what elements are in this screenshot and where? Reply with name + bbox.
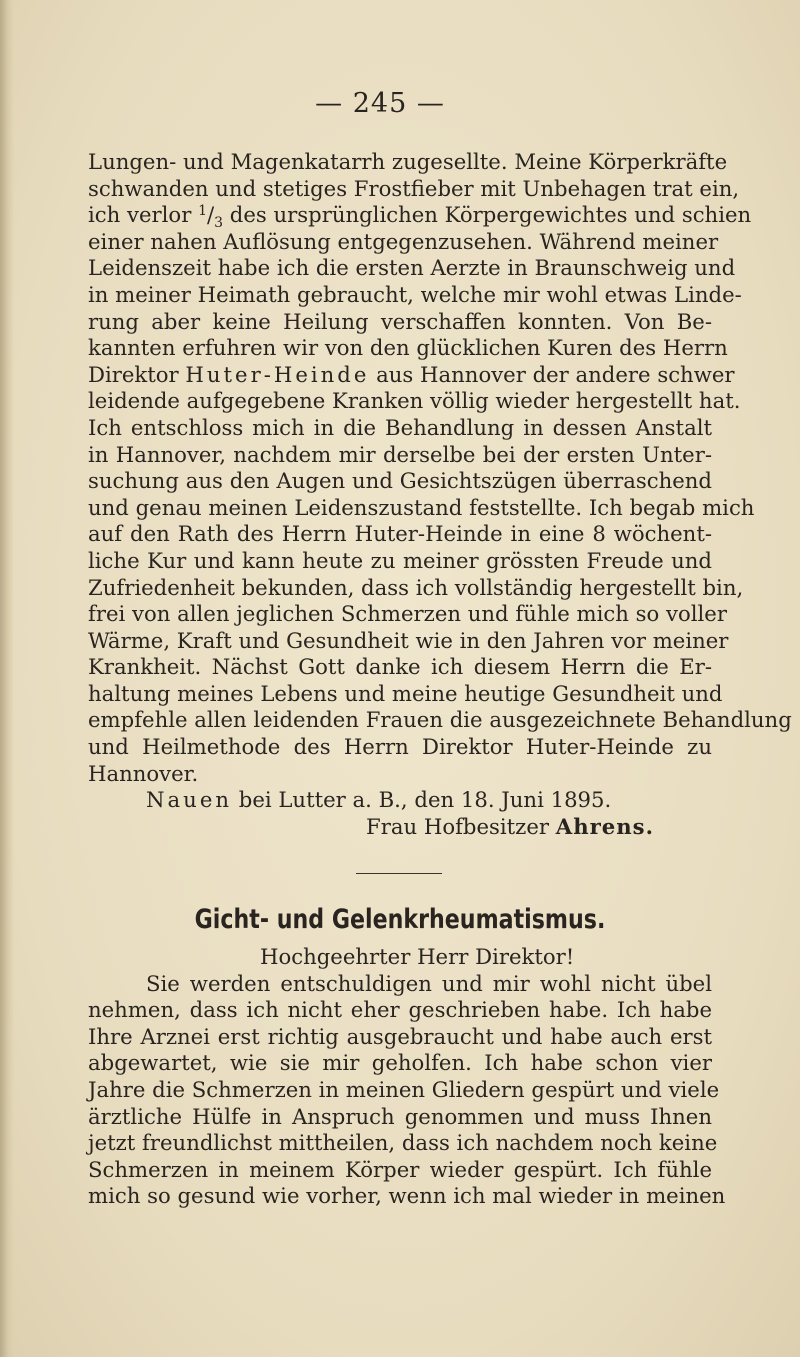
- text-line: haltung meines Lebens und meine heutige Gesundheit und: [88, 680, 723, 706]
- text-line: leidende aufgegebene Kranken völlig wieder hergestellt hat.: [88, 388, 741, 414]
- fraction-denominator: 3: [214, 215, 224, 232]
- text-line: Jahre die Schmerzen in meinen Gliedern gespürt und viele: [88, 1076, 720, 1102]
- section-divider: [356, 873, 442, 874]
- page-number: — 245 —: [315, 88, 445, 119]
- spine-shadow: [0, 0, 14, 1357]
- text-line: Schmerzen in meinem Körper wieder gespürt. Ich fühle: [88, 1156, 712, 1182]
- place-date: bei Lutter a. B., den 18. Juni 1895.: [232, 787, 612, 813]
- text-line: Lungen- und Magenkatarrh zugesellte. Meine Körperkräfte: [88, 149, 728, 174]
- text-line: frei von allen jeglichen Schmerzen und fühle mich so voller: [88, 601, 727, 627]
- salutation: Hochgeehrter Herr Direktor!: [260, 944, 575, 969]
- text-line: abgewartet, wie sie mir geholfen. Ich habe schon vier: [88, 1050, 712, 1076]
- text-line: Sie werden entschuldigen und mir wohl nicht übel: [146, 970, 712, 996]
- text-line: schwanden und stetiges Frostfieber mit Unbehagen trat ein,: [88, 175, 740, 201]
- text-line-fraction: ich verlor $^1/_3$ des ursprünglichen Körpergewichtes und schien: [88, 202, 752, 232]
- text-line: mich so gesund wie vorher, wenn ich mal wieder in meinen: [88, 1183, 726, 1209]
- spaced-name: Huter-Heinde: [185, 361, 370, 387]
- text-line-spaced-name: Direktor Huter-Heinde aus Hannover der andere schwer: [88, 361, 735, 387]
- text-line: empfehle allen leidenden Frauen die ausgezeichnete Behandlung: [88, 707, 792, 733]
- signer-surname: Ahrens.: [555, 813, 654, 839]
- text-line: jetzt freundlichst mittheilen, dass ich nachdem noch keine: [88, 1130, 718, 1156]
- signature-place-date: [88, 787, 712, 814]
- fraction-numerator: 1: [198, 203, 207, 220]
- text-line: einer nahen Auflösung entgegenzusehen. Während meiner: [88, 228, 719, 254]
- letter-text: [88, 944, 726, 1210]
- text-line: auf den Rath des Herrn Huter-Heinde in eine 8 wöchent-: [88, 521, 712, 547]
- section-heading: Gicht- und Gelenkrheumatismus.: [194, 904, 606, 935]
- testimonial-text: [88, 149, 792, 840]
- text-line: ärztliche Hülfe in Anspruch genommen und muss Ihnen: [88, 1103, 712, 1129]
- signer-title: Frau Hofbesitzer: [366, 813, 556, 839]
- text-line: rung aber keine Heilung verschaffen konnten. Von Be-: [88, 308, 712, 334]
- text-line: in Hannover, nachdem mir derselbe bei der ersten Unter-: [88, 441, 712, 467]
- text-line: und genau meinen Leidenszustand feststellte. Ich begab mich: [88, 494, 755, 520]
- text-line: suchung aus den Augen und Gesichtszügen überraschend: [88, 468, 712, 494]
- text-line: Ich entschloss mich in die Behandlung in dessen Anstalt: [88, 414, 712, 440]
- text-line: kannten erfuhren wir von den glücklichen Kuren des Herrn: [88, 335, 728, 361]
- text-line: Zufriedenheit bekunden, dass ich vollständig hergestellt bin,: [88, 574, 744, 600]
- text-line: Ihre Arznei erst richtig ausgebraucht und habe auch erst: [88, 1023, 712, 1049]
- text-line: und Heilmethode des Herrn Direktor Huter-Heinde zu: [88, 734, 712, 760]
- place-name: Nauen: [146, 787, 233, 813]
- text-line: Hannover.: [88, 760, 199, 786]
- signature: [88, 814, 712, 841]
- text-line: Wärme, Kraft und Gesundheit wie in den Jahren vor meiner: [88, 627, 729, 653]
- text-line: liche Kur und kann heute zu meiner grössten Freude und: [88, 547, 712, 573]
- text-line: in meiner Heimath gebraucht, welche mir wohl etwas Linde-: [88, 281, 742, 307]
- text-line: Leidenszeit habe ich die ersten Aerzte in Braunschweig und: [88, 255, 736, 281]
- text-line: Krankheit. Nächst Gott danke ich diesem Herrn die Er-: [88, 654, 712, 680]
- text-line: nehmen, dass ich nicht eher geschrieben habe. Ich habe: [88, 997, 712, 1023]
